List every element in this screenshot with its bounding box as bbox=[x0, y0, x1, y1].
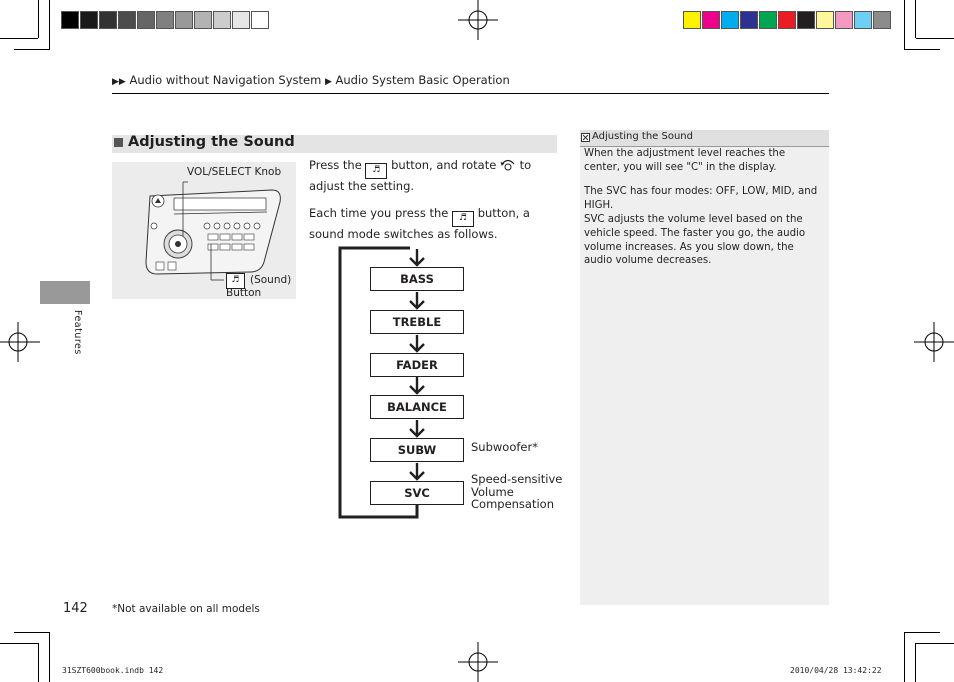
color-swatch bbox=[835, 11, 853, 29]
footnote: *Not available on all models bbox=[112, 603, 260, 615]
arrow-down-icon bbox=[408, 292, 426, 310]
color-swatch bbox=[873, 11, 891, 29]
instruction-paragraph-1 bbox=[309, 158, 557, 195]
mode-box-bass: BASS bbox=[370, 267, 464, 291]
mode-box-subw: SUBW bbox=[370, 438, 464, 462]
vol-select-knob-label: VOL/SELECT Knob bbox=[187, 166, 282, 178]
section-marker-icon bbox=[114, 138, 123, 147]
color-swatch bbox=[759, 11, 777, 29]
gray-swatch bbox=[118, 11, 136, 29]
sound-button-icon: ♬ bbox=[226, 273, 245, 289]
breadcrumb-arrows: ▶▶ bbox=[112, 77, 126, 87]
audio-unit-diagram bbox=[112, 162, 296, 299]
gray-swatch bbox=[61, 11, 79, 29]
mode-box-treble: TREBLE bbox=[370, 310, 464, 334]
section-title: Adjusting the Sound bbox=[128, 134, 295, 150]
svc-note-line-3: Compensation bbox=[471, 497, 554, 511]
gray-swatch bbox=[80, 11, 98, 29]
side-tab bbox=[40, 281, 90, 304]
breadcrumb-separator: ▶ bbox=[324, 77, 332, 87]
header-divider bbox=[112, 93, 829, 94]
arrow-down-icon bbox=[408, 463, 426, 481]
gray-swatch bbox=[251, 11, 269, 29]
print-file-name: 31SZT600book.indb 142 bbox=[62, 666, 164, 675]
arrow-down-icon bbox=[408, 249, 426, 267]
sound-button-icon-inline: ♬ bbox=[365, 163, 387, 179]
instruction-1-part-b: button, and rotate bbox=[391, 158, 497, 172]
arrow-down-icon bbox=[408, 377, 426, 395]
gray-swatch bbox=[213, 11, 231, 29]
arrow-down-icon bbox=[408, 420, 426, 438]
sound-button-label: (Sound) bbox=[250, 274, 292, 286]
breadcrumb-link-audio[interactable]: Audio without Navigation System bbox=[129, 73, 322, 87]
notes-paragraph-2: The SVC has four modes: OFF, LOW, MID, and HIGH. bbox=[584, 186, 818, 211]
color-swatch bbox=[683, 11, 701, 29]
gray-swatch bbox=[99, 11, 117, 29]
instruction-2-part-b: button, a sound mode switches as follows. bbox=[309, 206, 530, 241]
sound-button-icon-inline-2: ♬ bbox=[452, 211, 474, 227]
notes-paragraph-1: When the adjustment level reaches the center, you will see "C" in the display. bbox=[584, 148, 786, 173]
color-swatch bbox=[854, 11, 872, 29]
mode-box-balance: BALANCE bbox=[370, 395, 464, 419]
notes-paragraph-3: SVC adjusts the volume level based on the vehicle speed. The faster you go, the audio volume increases. As you slow down, the audio volume decreases. bbox=[584, 214, 806, 267]
svc-note bbox=[471, 473, 562, 511]
instruction-1-part-a: Press the bbox=[309, 158, 362, 172]
mode-box-svc: SVC bbox=[370, 481, 464, 505]
color-swatch bbox=[702, 11, 720, 29]
breadcrumb-link-basic-operation[interactable]: Audio System Basic Operation bbox=[335, 73, 510, 87]
color-swatch bbox=[797, 11, 815, 29]
color-swatch bbox=[721, 11, 739, 29]
side-tab-label: Features bbox=[72, 310, 83, 355]
mode-box-fader: FADER bbox=[370, 353, 464, 377]
gray-swatch bbox=[156, 11, 174, 29]
registration-mark-top bbox=[458, 0, 498, 40]
instruction-2-part-a: Each time you press the bbox=[309, 206, 449, 220]
svc-note-line-2: Volume bbox=[471, 484, 514, 499]
knob-rotate-icon bbox=[500, 158, 516, 171]
subwoofer-note: Subwoofer* bbox=[471, 440, 538, 454]
registration-mark-bottom bbox=[458, 642, 498, 682]
registration-mark-left bbox=[0, 322, 40, 362]
color-swatch bbox=[778, 11, 796, 29]
instruction-paragraph-2 bbox=[309, 206, 557, 243]
svc-note-line-1: Speed-sensitive bbox=[471, 472, 563, 486]
gray-swatch bbox=[137, 11, 155, 29]
instruction-1-part-c: to adjust the setting. bbox=[309, 158, 532, 193]
breadcrumb bbox=[112, 73, 510, 87]
page-number: 142 bbox=[63, 601, 88, 616]
color-swatch bbox=[740, 11, 758, 29]
arrow-down-icon bbox=[408, 335, 426, 353]
gray-swatch bbox=[175, 11, 193, 29]
color-swatch bbox=[816, 11, 834, 29]
note-icon bbox=[581, 133, 590, 142]
button-label: Button bbox=[226, 287, 262, 299]
gray-swatch bbox=[232, 11, 250, 29]
gray-swatch bbox=[194, 11, 212, 29]
registration-mark-right bbox=[914, 322, 954, 362]
notes-title: Adjusting the Sound bbox=[592, 131, 693, 142]
print-date: 2010/04/28 13:42:22 bbox=[790, 666, 882, 675]
